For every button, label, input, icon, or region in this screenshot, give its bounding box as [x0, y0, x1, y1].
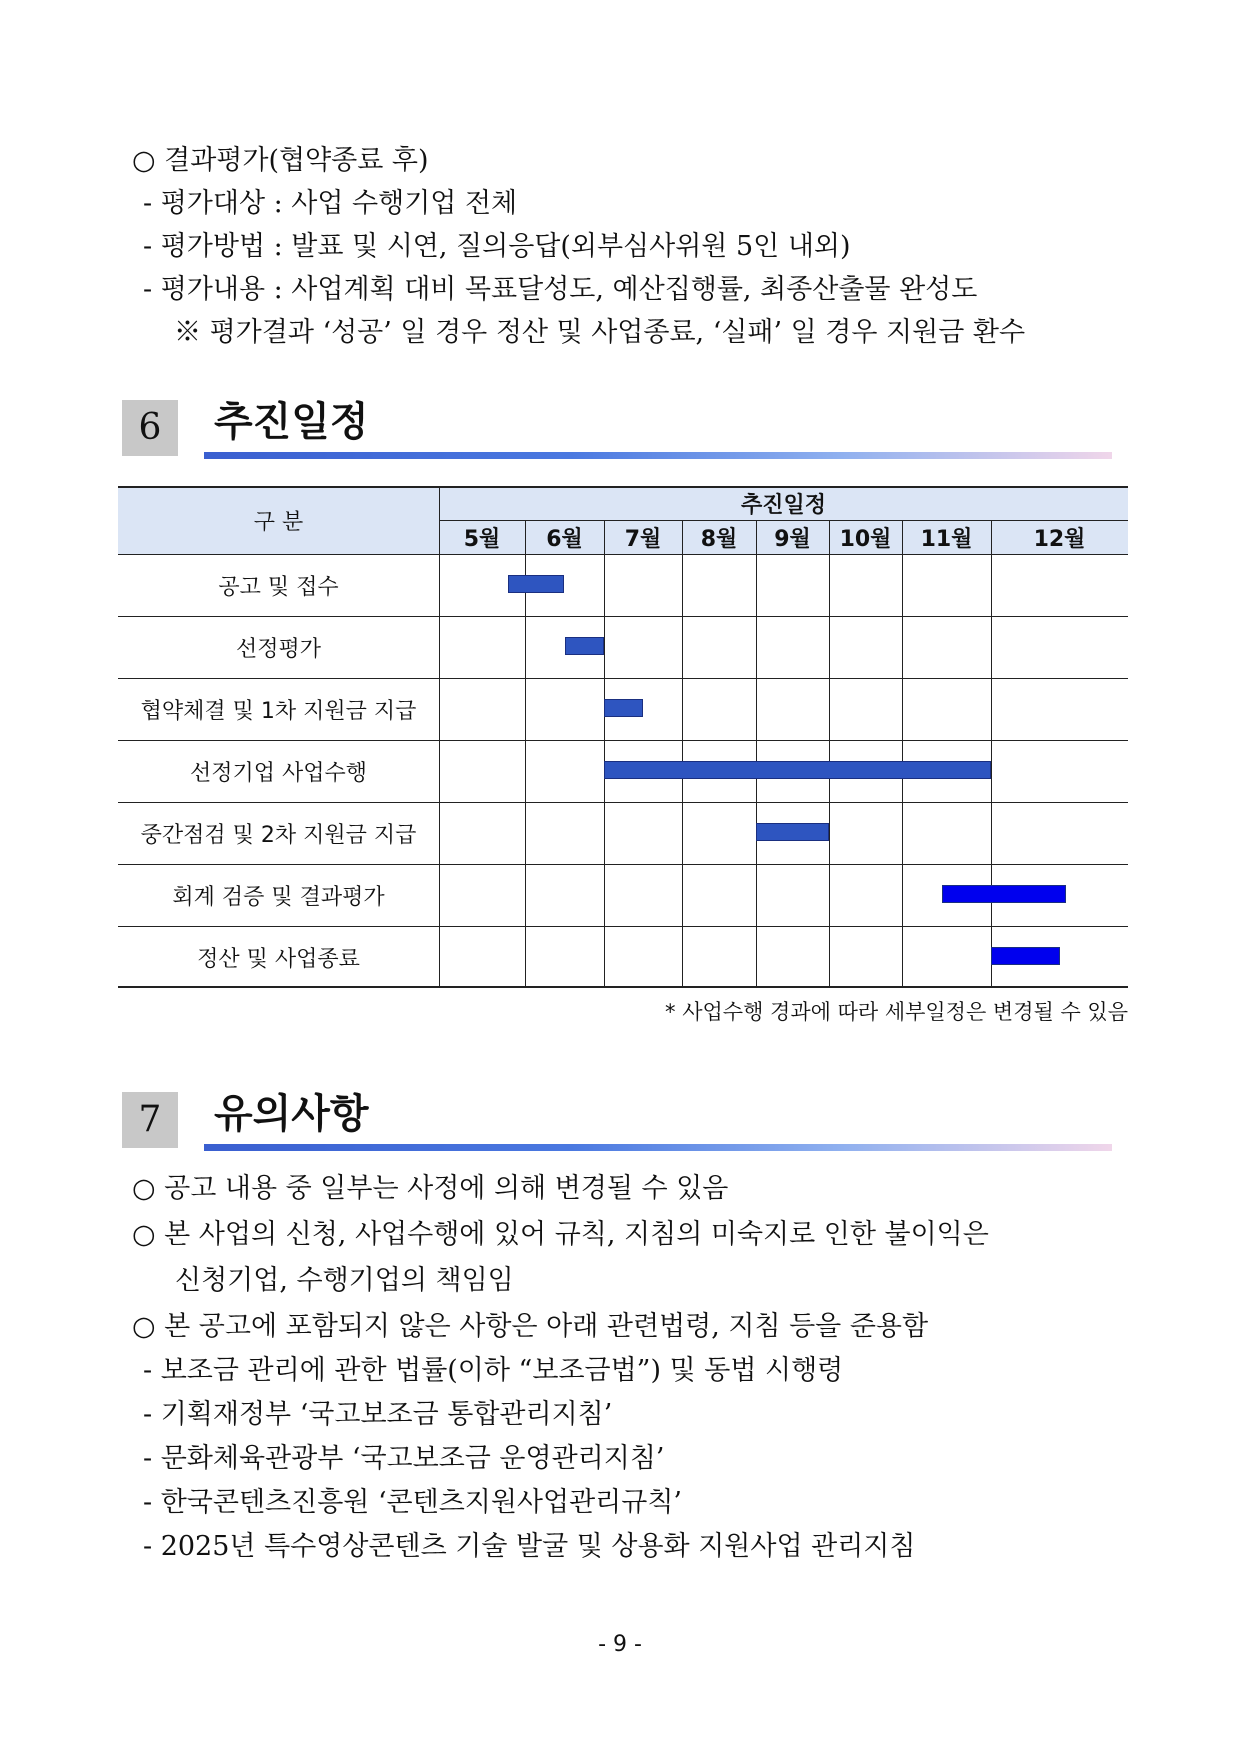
grid-line: [118, 740, 1128, 741]
grid-line: [991, 520, 992, 988]
eval-header: ○ 결과평가(협약종료 후): [132, 145, 429, 176]
month-header: 7월: [624, 526, 662, 552]
grid-line: [118, 986, 1128, 988]
schedule-row-label: 중간점검 및 2차 지원금 지급: [140, 822, 417, 848]
section-6-number: 6: [122, 400, 178, 456]
grid-line: [756, 520, 757, 988]
law-item: - 한국콘텐츠진흥원 ‘콘텐츠지원사업관리규칙’: [143, 1487, 683, 1518]
schedule-row-label: 회계 검증 및 결과평가: [172, 884, 385, 910]
grid-line: [118, 554, 1128, 555]
grid-line: [829, 520, 830, 988]
gantt-bar: [604, 699, 643, 717]
gantt-bar: [991, 947, 1060, 965]
grid-line: [118, 616, 1128, 617]
gantt-bar: [942, 885, 1066, 903]
notice-item-2-line-1: ○ 본 사업의 신청, 사업수행에 있어 규칙, 지침의 미숙지로 인한 불이익은: [132, 1219, 989, 1250]
month-header: 9월: [774, 526, 811, 552]
schedule-row-label: 공고 및 접수: [218, 574, 339, 600]
schedule-row-label: 선정평가: [235, 636, 321, 662]
schedule-row-label: 선정기업 사업수행: [189, 760, 367, 786]
period-header: 추진일정: [740, 492, 826, 518]
gantt-bar: [508, 575, 565, 593]
month-header: 11월: [920, 526, 973, 552]
grid-line: [118, 802, 1128, 803]
category-header: 구 분: [253, 509, 304, 535]
law-item: - 보조금 관리에 관한 법률(이하 “보조금법”) 및 동법 시행령: [143, 1355, 844, 1386]
section-7-underline: [204, 1144, 1112, 1151]
schedule-row-label: 정산 및 사업종료: [197, 946, 360, 972]
grid-line: [682, 520, 683, 988]
grid-line: [439, 520, 1128, 521]
section-6-underline: [204, 452, 1112, 459]
schedule-row-label: 협약체결 및 1차 지원금 지급: [140, 698, 417, 724]
eval-note: ※ 평가결과 ‘성공’ 일 경우 정산 및 사업종료, ‘실패’ 일 경우 지원금 환수: [174, 317, 1026, 348]
grid-line: [439, 486, 440, 988]
eval-method: - 평가방법 : 발표 및 시연, 질의응답(외부심사위원 5인 내외): [143, 231, 851, 262]
grid-line: [118, 864, 1128, 865]
gantt-bar: [565, 637, 605, 655]
section-7-number: 7: [122, 1092, 178, 1148]
law-item: - 문화체육관광부 ‘국고보조금 운영관리지침’: [143, 1443, 665, 1474]
month-header: 10월: [839, 526, 892, 552]
eval-content: - 평가내용 : 사업계획 대비 목표달성도, 예산집행률, 최종산출물 완성도: [143, 274, 978, 305]
grid-line: [118, 486, 1128, 488]
grid-line: [604, 520, 605, 988]
grid-line: [118, 926, 1128, 927]
section-7-title: 유의사항: [214, 1091, 369, 1137]
page-number: - 9 -: [598, 1632, 642, 1657]
schedule-footnote: * 사업수행 경과에 따라 세부일정은 변경될 수 있음: [665, 1000, 1128, 1024]
grid-line: [118, 678, 1128, 679]
law-item: - 2025년 특수영상콘텐츠 기술 발굴 및 상용화 지원사업 관리지침: [143, 1531, 916, 1562]
gantt-bar: [604, 761, 991, 779]
month-header: 6월: [546, 526, 583, 552]
law-item: - 기획재정부 ‘국고보조금 통합관리지침’: [143, 1399, 613, 1430]
gantt-bar: [756, 823, 829, 841]
month-header: 5월: [463, 526, 501, 552]
month-header: 12월: [1033, 526, 1086, 552]
notice-item-1: ○ 공고 내용 중 일부는 사정에 의해 변경될 수 있음: [132, 1173, 729, 1204]
eval-target: - 평가대상 : 사업 수행기업 전체: [143, 188, 518, 219]
notice-item-2-line-2: 신청기업, 수행기업의 책임임: [175, 1265, 514, 1296]
section-6-title: 추진일정: [214, 399, 369, 445]
month-header: 8월: [700, 526, 738, 552]
schedule-table: [118, 486, 1128, 990]
notice-item-3: ○ 본 공고에 포함되지 않은 사항은 아래 관련법령, 지침 등을 준용함: [132, 1311, 929, 1342]
grid-line: [902, 520, 903, 988]
